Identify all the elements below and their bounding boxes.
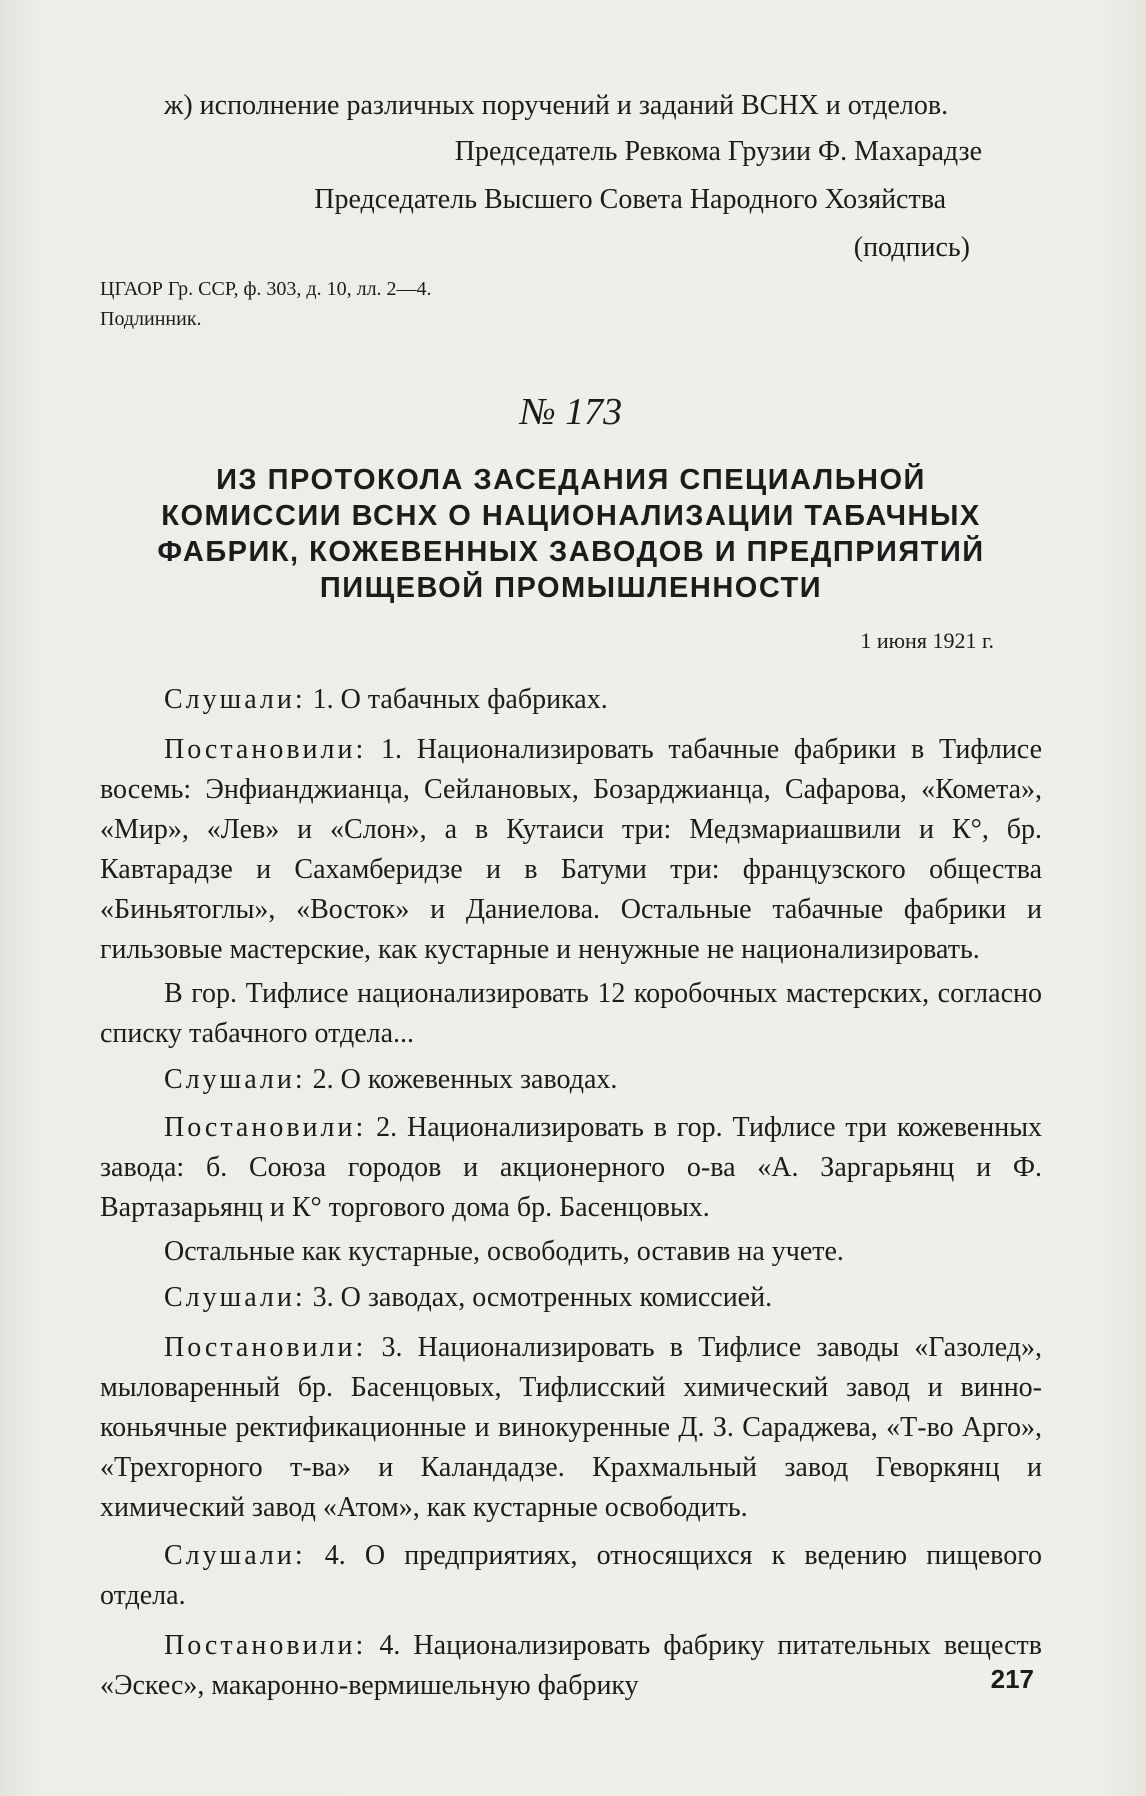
resolved-2 xyxy=(100,1108,1042,1228)
previous-document-ending xyxy=(100,86,1042,334)
heard-label: Слушали: xyxy=(164,1282,306,1313)
heard-3 xyxy=(100,1278,1042,1318)
title-line: ФАБРИК, КОЖЕВЕННЫХ ЗАВОДОВ И ПРЕДПРИЯТИЙ xyxy=(157,536,985,568)
heard-text: 2. О кожевенных заводах. xyxy=(312,1064,618,1095)
resolved-label: Постановили: xyxy=(164,1630,367,1661)
document-body xyxy=(100,680,1042,1706)
heard-4 xyxy=(100,1536,1042,1616)
resolved-1b: В гор. Тифлисе национализировать 12 коробочных мастерских, согласно списку табачного отдела... xyxy=(100,978,1042,1049)
heard-text: 4. О предприятиях, относящихся к ведению пищевого отдела. xyxy=(100,1540,1042,1611)
heard-1 xyxy=(100,680,1042,720)
heard-2 xyxy=(100,1060,1042,1100)
heard-text: 3. О заводах, осмотренных комиссией. xyxy=(312,1282,773,1313)
document-number: № 173 xyxy=(519,391,623,433)
resolved-text: 1. Национализировать табачные фабрики в Тифлисе восемь: Энфианджианца, Сейлановых, Бозарджианца, Сафарова, «Комета», «Мир», «Лев» и «Слон», а в Кутаиси три: Медзмариашвили и К°, бр. Кавтарадзе и Сахамберидзе и в Батуми три: французского общества «Биньятоглы», «Восток» и Даниелова. Остальные табачные фабрики и гильзовые мастерские, как кустарные и ненужные не национализировать. xyxy=(100,734,1042,965)
document-date: 1 июня 1921 г. xyxy=(860,628,994,653)
title-line: ПИЩЕВОЙ ПРОМЫШЛЕННОСТИ xyxy=(319,572,823,604)
resolved-text: 2. Национализировать в гор. Тифлисе три кожевенных завода: б. Союза городов и акционерного о-ва «А. Заргарьянц и Ф. Вартазарьянц и К° торгового дома бр. Басенцовых. xyxy=(100,1112,1043,1223)
title-line: ИЗ ПРОТОКОЛА ЗАСЕДАНИЯ СПЕЦИАЛЬНОЙ xyxy=(216,464,926,496)
archive-source: ЦГАОР Гр. ССР, ф. 303, д. 10, лл. 2—4. xyxy=(100,278,432,300)
resolved-label: Постановили: xyxy=(164,734,367,765)
heard-label: Слушали: xyxy=(164,1064,306,1095)
item-zh: ж) исполнение различных поручений и заданий ВСНХ и отделов. xyxy=(164,90,949,121)
heard-label: Слушали: xyxy=(164,1540,306,1571)
title-line: КОМИССИИ ВСНХ О НАЦИОНАЛИЗАЦИИ ТАБАЧНЫХ xyxy=(161,500,981,532)
heard-text: 1. О табачных фабриках. xyxy=(312,684,608,715)
resolved-text: 4. Национализировать фабрику питательных веществ «Эскес», макаронно-вермишельную фабрику xyxy=(100,1630,1043,1701)
resolved-1 xyxy=(100,730,1042,970)
original-note: Подлинник. xyxy=(100,308,202,330)
signature-vsnh: Председатель Высшего Совета Народного Хозяйства xyxy=(314,184,946,215)
signature-revkom: Председатель Ревкома Грузии Ф. Махарадзе xyxy=(454,136,982,167)
document-title xyxy=(100,462,1042,606)
signature-note: (подпись) xyxy=(853,232,970,263)
resolved-label: Постановили: xyxy=(164,1112,367,1143)
page-number: 217 xyxy=(990,1664,1034,1694)
resolved-2b: Остальные как кустарные, освободить, оставив на учете. xyxy=(164,1236,844,1267)
heard-label: Слушали: xyxy=(164,684,306,715)
resolved-text: 3. Национализировать в Тифлисе заводы «Газолед», мыловаренный бр. Басенцовых, Тифлисский химический завод и винно-коньячные ректификационные и винокуренные Д. З. Сараджева, «Т-во Арго», «Трехгорного т-ва» и Каландадзе. Крахмальный завод Геворкянц и химический завод «Атом», как кустарные освободить. xyxy=(100,1332,1043,1523)
resolved-label: Постановили: xyxy=(164,1332,367,1363)
document-header xyxy=(100,388,1042,656)
resolved-3 xyxy=(100,1328,1042,1528)
